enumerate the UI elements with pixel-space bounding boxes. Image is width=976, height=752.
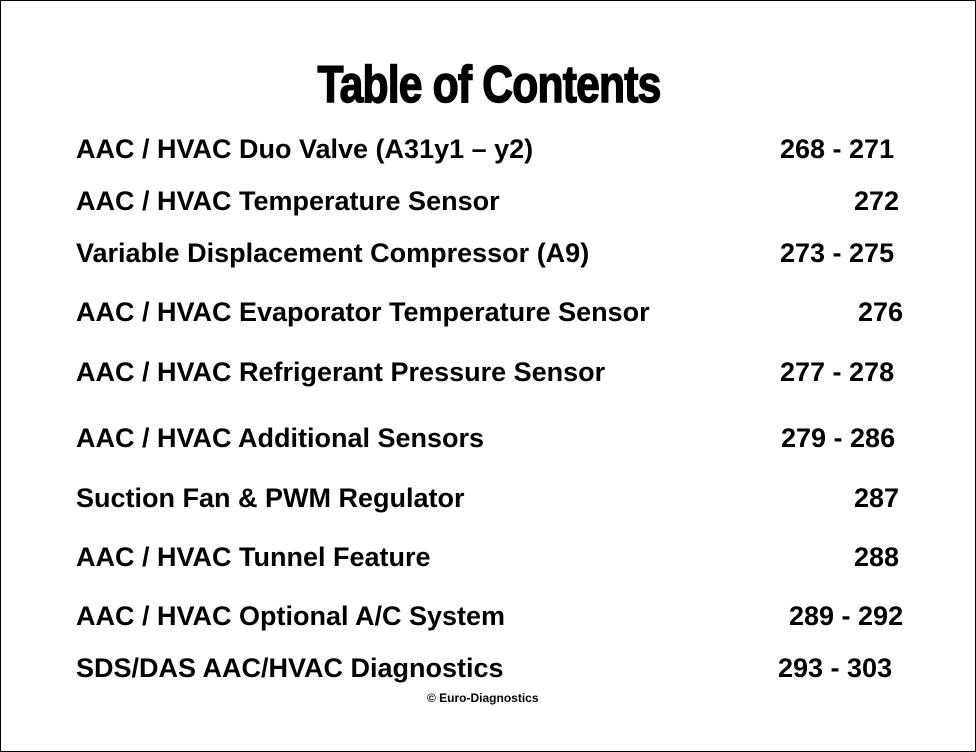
- toc-entry-pages: 293 - 303: [778, 653, 893, 683]
- toc-entry-pages: 276: [858, 297, 904, 327]
- toc-entry-name: AAC / HVAC Refrigerant Pressure Sensor: [76, 357, 606, 387]
- toc-entry: [1, 481, 976, 515]
- toc-entry: [1, 236, 976, 270]
- toc-entry-pages: 268 - 271: [780, 134, 895, 164]
- toc-entry: [1, 651, 976, 685]
- toc-entry-name: SDS/DAS AAC/HVAC Diagnostics: [76, 653, 504, 683]
- toc-entry: [1, 355, 976, 389]
- toc-entry-name: AAC / HVAC Temperature Sensor: [76, 186, 500, 216]
- toc-entry-name: Variable Displacement Compressor (A9): [76, 238, 590, 268]
- toc-entry-pages: 277 - 278: [780, 357, 895, 387]
- toc-entry-name: AAC / HVAC Additional Sensors: [76, 423, 485, 453]
- page-title: Table of Contents: [317, 56, 661, 114]
- toc-entry-name: AAC / HVAC Optional A/C System: [76, 601, 506, 631]
- toc-entry: [1, 599, 976, 633]
- toc-entry-name: AAC / HVAC Duo Valve (A31y1 – y2): [76, 134, 534, 164]
- toc-entry-name: Suction Fan & PWM Regulator: [76, 483, 465, 513]
- toc-entry: [1, 421, 976, 455]
- toc-entry-pages: 288: [854, 542, 900, 572]
- toc-entry-pages: 279 - 286: [781, 423, 896, 453]
- toc-entry: [1, 540, 976, 574]
- toc-entry-pages: 272: [854, 186, 900, 216]
- toc-entry-name: AAC / HVAC Evaporator Temperature Sensor: [76, 297, 650, 327]
- toc-entry-pages: 287: [854, 483, 900, 513]
- copyright-notice: © Euro-Diagnostics: [427, 691, 539, 705]
- toc-entry: [1, 132, 976, 166]
- toc-entry: [1, 295, 976, 329]
- toc-entry: [1, 184, 976, 218]
- toc-entry-pages: 289 - 292: [789, 601, 904, 631]
- toc-entry-name: AAC / HVAC Tunnel Feature: [76, 542, 431, 572]
- toc-entry-pages: 273 - 275: [780, 238, 895, 268]
